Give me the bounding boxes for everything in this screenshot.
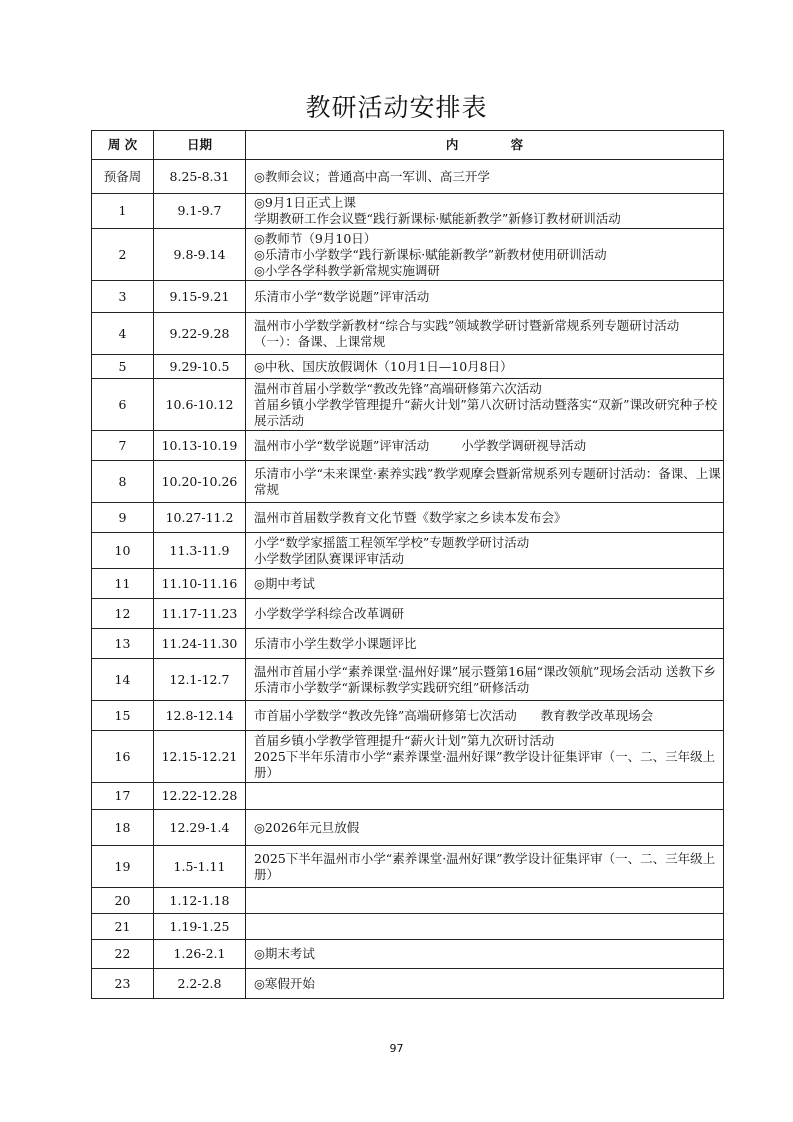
header-week: 周 次 [92,131,154,160]
content-cell [246,940,724,969]
content-line: 首届乡镇小学教学管理提升“薪火计划”第八次研讨活动暨落实“双新”课改研究种子校展示活动 [254,396,718,428]
content-line: ◎9月1日正式上课 [254,195,356,210]
table-row [92,281,724,313]
content-cell [246,281,724,313]
date-cell: 1.26-2.1 [154,940,246,969]
page-title: 教研活动安排表 [305,93,488,122]
week-cell: 12 [92,599,154,629]
week-cell: 2 [92,229,154,281]
content-cell [246,431,724,461]
content-line: ◎2026年元旦放假 [254,819,360,835]
table-row [92,313,724,355]
table-row [92,355,724,379]
table-row [92,846,724,888]
date-cell: 1.12-1.18 [154,888,246,914]
date-cell: 12.1-12.7 [154,659,246,701]
content-line: ◎小学各学科教学新常规实施调研 [254,262,440,278]
date-cell: 11.24-11.30 [154,629,246,659]
content-line: 首届乡镇小学教学管理提升“薪火计划”第九次研讨活动 [254,732,555,748]
week-cell: 15 [92,701,154,731]
week-cell: 9 [92,503,154,533]
table-row [92,914,724,940]
content-cell [246,914,724,940]
date-cell: 11.3-11.9 [154,533,246,569]
date-cell: 8.25-8.31 [154,160,246,194]
content-cell [246,846,724,888]
content-line: 小学“数学家摇篮工程领军学校”专题教学研讨活动 [254,534,530,550]
table-row [92,160,724,194]
content-line: 温州市首届小学数学“教改先锋”高端研修第六次活动 [254,380,542,396]
week-cell: 14 [92,659,154,701]
content-cell [246,888,724,914]
date-cell: 11.17-11.23 [154,599,246,629]
date-cell: 2.2-2.8 [154,969,246,999]
week-cell: 13 [92,629,154,659]
content-cell [246,194,724,229]
content-cell [246,461,724,503]
table-row [92,659,724,701]
week-cell: 10 [92,533,154,569]
week-cell: 16 [92,731,154,783]
content-line: ◎教师会议；普通高中高一军训、高三开学 [254,168,490,184]
week-cell: 23 [92,969,154,999]
content-cell [246,313,724,355]
content-cell [246,379,724,431]
date-cell: 10.6-10.12 [154,379,246,431]
content-line: 温州市小学数学新教材“综合与实践”领域教学研讨暨新常规系列专题研讨活动（一）：备课、上课常规 [254,317,680,349]
date-cell: 12.15-12.21 [154,731,246,783]
content-cell [246,160,724,194]
table-header-row [92,131,724,160]
week-cell: 8 [92,461,154,503]
table-row [92,888,724,914]
content-line: ◎教师节（9月10日） [254,230,377,246]
date-cell: 11.10-11.16 [154,569,246,599]
date-cell: 10.27-11.2 [154,503,246,533]
content-line: ◎期中考试 [254,575,315,591]
content-cell [246,599,724,629]
week-cell: 22 [92,940,154,969]
content-line: 乐清市小学“数学说题”评审活动 [254,288,430,304]
table-row [92,503,724,533]
week-cell: 6 [92,379,154,431]
date-cell: 9.8-9.14 [154,229,246,281]
content-line: 2025下半年乐清市小学“素养课堂·温州好课”教学设计征集评审（一、二、三年级上册） [254,748,716,780]
week-cell: 3 [92,281,154,313]
table-row [92,783,724,810]
content-line: 温州市首届小学“素养课堂·温州好课”展示暨第16届“课改领航”现场会活动 送教下乡 乐清市小学数学“新课标教学实践研究组”研修活动 [254,663,716,695]
content-line: ◎乐清市小学数学“践行新课标·赋能新教学”新教材使用研训活动 [254,246,607,262]
table-row [92,569,724,599]
header-date: 日期 [154,131,246,160]
content-line: 市首届小学数学“教改先锋”高端研修第七次活动 教育教学改革现场会 [254,707,654,723]
content-cell [246,701,724,731]
content-line: ◎中秋、国庆放假调休（10月1日—10月8日） [254,358,513,374]
content-cell [246,969,724,999]
date-cell: 12.8-12.14 [154,701,246,731]
week-cell: 20 [92,888,154,914]
content-line: 小学数学学科综合改革调研 [254,605,405,621]
table-row [92,599,724,629]
table-row [92,629,724,659]
week-cell: 5 [92,355,154,379]
table-row [92,229,724,281]
date-cell: 9.29-10.5 [154,355,246,379]
week-cell: 7 [92,431,154,461]
content-cell [246,503,724,533]
date-cell: 1.5-1.11 [154,846,246,888]
content-line: 温州市小学“数学说题”评审活动 小学教学调研视导活动 [254,437,587,453]
table-row [92,969,724,999]
date-cell: 9.1-9.7 [154,194,246,229]
week-cell: 1 [92,194,154,229]
table-row [92,461,724,503]
week-cell: 4 [92,313,154,355]
date-cell: 10.20-10.26 [154,461,246,503]
content-cell [246,783,724,810]
week-cell: 17 [92,783,154,810]
content-line: 温州市首届数学教育文化节暨《数学家之乡读本发布会》 [254,509,567,525]
content-cell [246,629,724,659]
content-cell [246,659,724,701]
date-cell: 9.22-9.28 [154,313,246,355]
content-line: 乐清市小学生数学小课题评比 [254,635,417,651]
table-row [92,533,724,569]
table-row [92,940,724,969]
content-cell [246,810,724,846]
week-cell: 18 [92,810,154,846]
content-line: 乐清市小学“未来课堂·素养实践”教学观摩会暨新常规系列专题研讨活动：备课、上课常规 [254,465,721,497]
table-row [92,810,724,846]
table-row [92,431,724,461]
table-row [92,701,724,731]
content-line: 小学数学团队赛课评审活动 [254,550,405,566]
table-row [92,379,724,431]
date-cell: 1.19-1.25 [154,914,246,940]
content-line: 学期教研工作会议暨“践行新课标·赋能新教学”新修订教材研训活动 [254,211,621,226]
week-cell: 预备周 [92,160,154,194]
header-content: 内 容 [246,131,724,160]
content-cell [246,355,724,379]
content-line: ◎寒假开始 [254,975,315,991]
content-line: 2025下半年温州市小学“素养课堂·温州好课”教学设计征集评审（一、二、三年级上册） [254,850,716,882]
table-row [92,731,724,783]
date-cell: 10.13-10.19 [154,431,246,461]
content-cell [246,533,724,569]
date-cell: 12.22-12.28 [154,783,246,810]
content-cell [246,731,724,783]
page-number: 97 [389,1042,404,1055]
date-cell: 9.15-9.21 [154,281,246,313]
date-cell: 12.29-1.4 [154,810,246,846]
week-cell: 11 [92,569,154,599]
content-cell [246,569,724,599]
content-cell [246,229,724,281]
week-cell: 21 [92,914,154,940]
week-cell: 19 [92,846,154,888]
content-line: ◎期末考试 [254,946,315,961]
table-row [92,194,724,229]
schedule-table [91,130,724,999]
